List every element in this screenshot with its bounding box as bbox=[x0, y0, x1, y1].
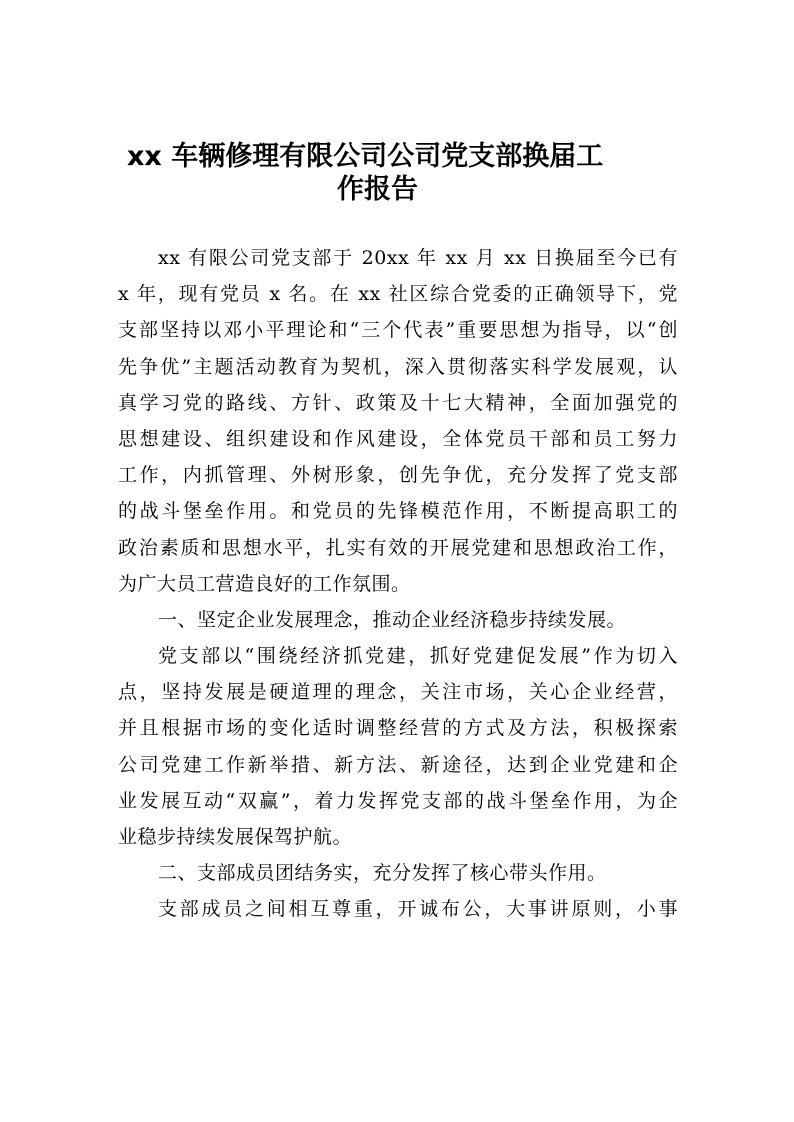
paragraph-line: 支部坚持以邓小平理论和“三个代表”重要思想为指导，以“创 bbox=[118, 319, 678, 342]
paragraph-line: 并且根据市场的变化适时调整经营的方式及方法，积极探索 bbox=[118, 717, 678, 740]
document-title-line-2: 作报告 bbox=[337, 174, 418, 205]
section-heading-2: 二、支部成员团结务实，充分发挥了核心带头作用。 bbox=[158, 862, 607, 885]
paragraph-line: xx 有限公司党支部于 20xx 年 xx 月 xx 日换届至今已有 bbox=[158, 247, 678, 269]
paragraph-line: 党支部以“围绕经济抓党建，抓好党建促发展”作为切入 bbox=[158, 645, 678, 668]
paragraph-line: 点，坚持发展是硬道理的理念，关注市场，关心企业经营， bbox=[118, 681, 678, 704]
document-body bbox=[118, 240, 678, 928]
paragraph-line: 业发展互动“双赢”，着力发挥党支部的战斗堡垒作用，为企 bbox=[118, 789, 678, 812]
paragraph-line: 先争优”主题活动教育为契机，深入贯彻落实科学发展观，认 bbox=[118, 355, 678, 378]
paragraph-line: x 年，现有党员 x 名。在 xx 社区综合党委的正确领导下，党 bbox=[118, 283, 678, 306]
paragraph-line: 政治素质和思想水平，扎实有效的开展党建和思想政治工作， bbox=[118, 536, 678, 559]
paragraph-line: 支部成员之间相互尊重，开诚布公，大事讲原则，小事 bbox=[158, 898, 678, 921]
paragraph-line: 思想建设、组织建设和作风建设，全体党员干部和员工努力 bbox=[118, 427, 678, 450]
paragraph-line: 公司党建工作新举措、新方法、新途径，达到企业党建和企 bbox=[118, 753, 678, 776]
paragraph-line: 工作，内抓管理、外树形象，创先争优，充分发挥了党支部 bbox=[118, 464, 678, 487]
paragraph-line: 业稳步持续发展保驾护航。 bbox=[118, 826, 353, 848]
paragraph-line: 真学习党的路线、方针、政策及十七大精神，全面加强党的 bbox=[118, 391, 678, 414]
paragraph-line: 的战斗堡垒作用。和党员的先锋模范作用，不断提高职工的 bbox=[118, 500, 678, 523]
document-title-line-1: xx 车辆修理有限公司公司党支部换届工 bbox=[127, 141, 604, 172]
section-heading-1: 一、坚定企业发展理念，推动企业经济稳步持续发展。 bbox=[158, 608, 627, 631]
paragraph-line: 为广大员工营造良好的工作氛围。 bbox=[118, 572, 411, 595]
